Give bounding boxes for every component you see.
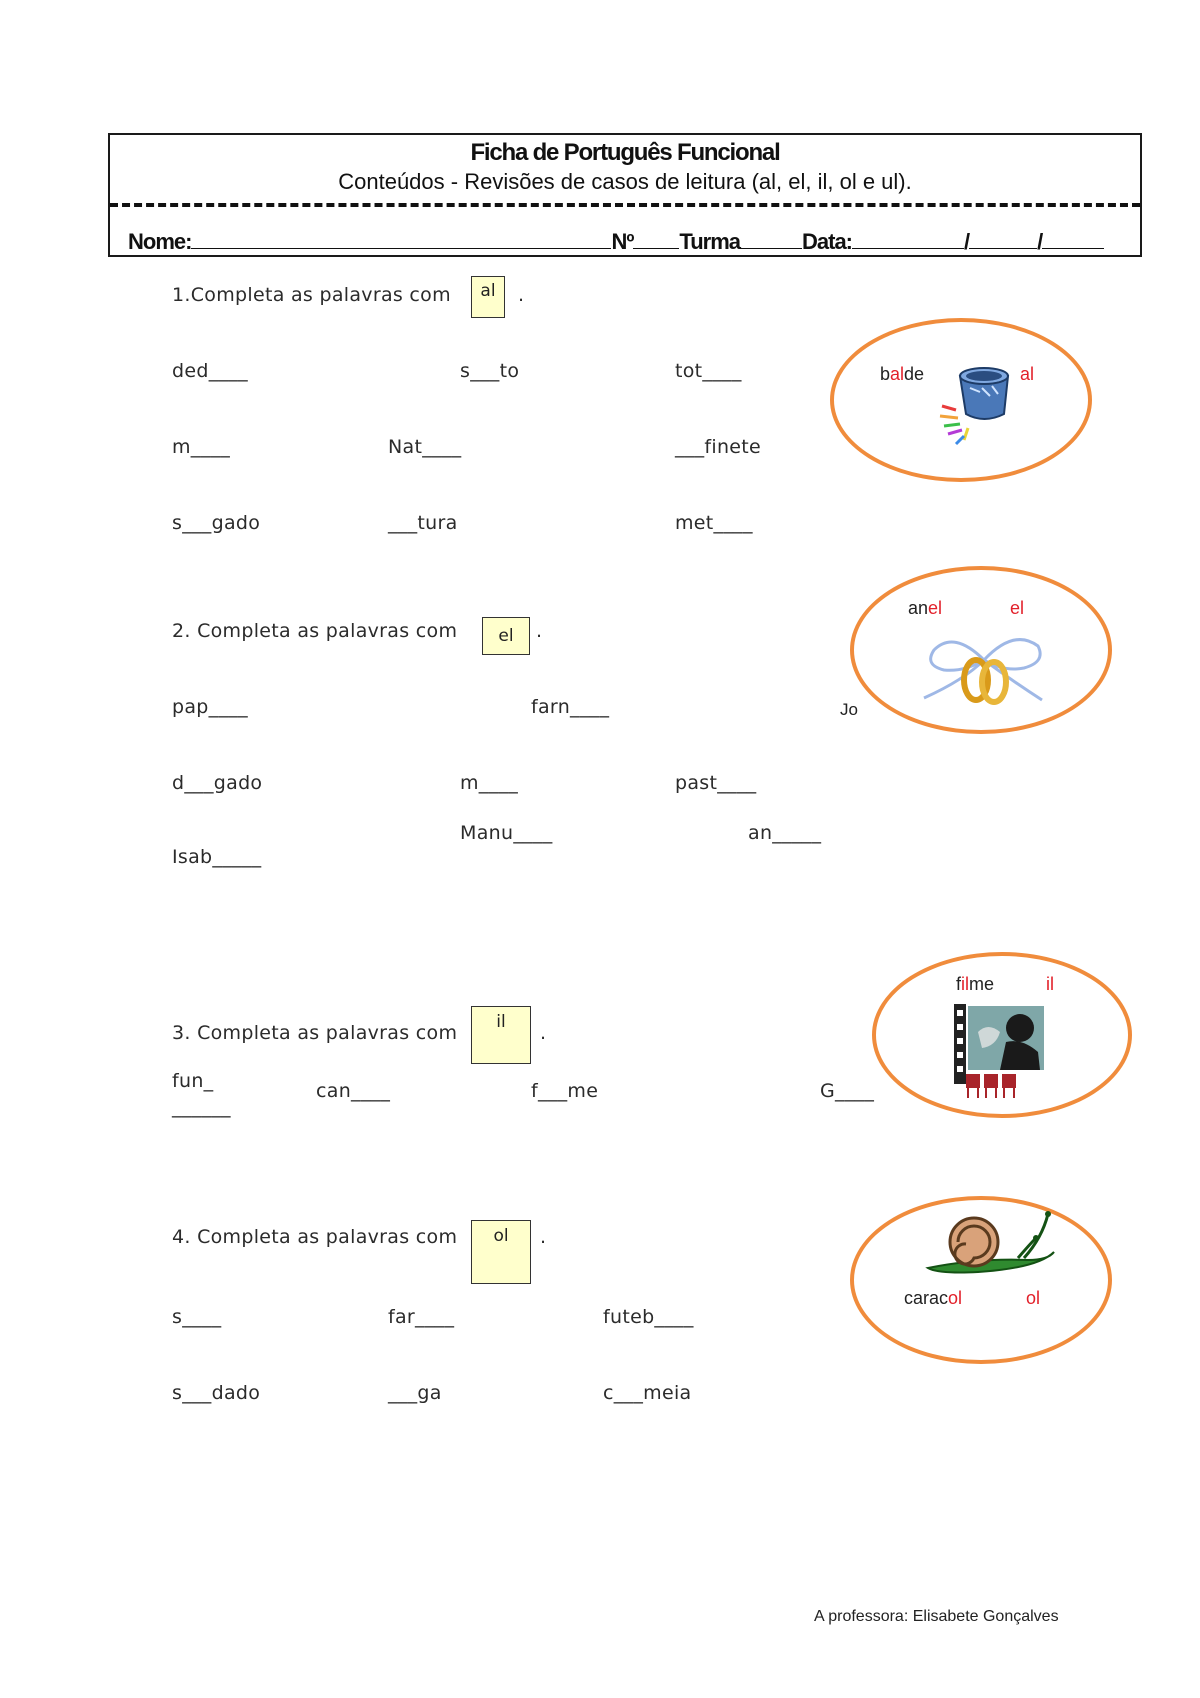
word-blank[interactable]: d___gado <box>172 772 263 794</box>
dashed-divider <box>110 203 1140 207</box>
word-blank[interactable]: Manu____ <box>460 822 553 844</box>
turma-label: Turma <box>679 229 740 254</box>
word-blank[interactable]: Isab_____ <box>172 846 262 868</box>
word-blank[interactable]: Nat____ <box>388 436 462 458</box>
word-blank[interactable]: tot____ <box>675 360 742 382</box>
bucket-icon <box>930 358 1030 458</box>
nome-field[interactable] <box>191 228 611 249</box>
word-blank[interactable]: G____ <box>820 1080 875 1102</box>
picture-word: balde <box>880 364 925 384</box>
word-blank[interactable]: can____ <box>316 1080 391 1102</box>
word-blank[interactable]: met____ <box>675 512 753 534</box>
letter-box-ol: ol <box>471 1220 531 1284</box>
word-blank[interactable]: Jo <box>840 700 858 719</box>
numero-field[interactable] <box>633 228 679 249</box>
word-blank[interactable]: ___tura <box>388 512 458 534</box>
word-blank[interactable]: s___to <box>460 360 520 382</box>
picture-oval-al <box>830 318 1092 482</box>
instruction-4: 4. Completa as palavras com <box>172 1226 458 1248</box>
picture-oval-ol <box>850 1196 1112 1364</box>
instruction-dot: . <box>536 620 543 642</box>
word-blank[interactable]: m____ <box>172 436 231 458</box>
picture-tag: el <box>1010 598 1025 618</box>
instruction-dot: . <box>518 284 525 306</box>
numero-label: Nº <box>611 229 634 254</box>
word-blank[interactable]: ___finete <box>675 436 762 458</box>
picture-tag: al <box>1020 364 1035 384</box>
turma-field[interactable] <box>740 228 802 249</box>
rings-icon <box>914 620 1054 710</box>
picture-tag: ol <box>1026 1288 1041 1308</box>
word-blank[interactable]: s___dado <box>172 1382 261 1404</box>
letter-box-el: el <box>482 617 530 655</box>
picture-oval-il <box>872 952 1132 1118</box>
student-info-row <box>128 228 1104 255</box>
word-blank[interactable]: far____ <box>388 1306 455 1328</box>
instruction-1: 1.Completa as palavras com <box>172 284 451 306</box>
word-blank[interactable]: ______ <box>172 1096 231 1118</box>
nome-label: Nome: <box>128 229 192 254</box>
word-blank[interactable]: ded____ <box>172 360 248 382</box>
data-day-field[interactable] <box>852 228 964 249</box>
picture-oval-el <box>850 566 1112 734</box>
word-blank[interactable]: fun_ <box>172 1070 214 1092</box>
letter-box-al: al <box>471 276 505 318</box>
picture-word: filme <box>956 974 995 994</box>
instruction-2: 2. Completa as palavras com <box>172 620 458 642</box>
picture-word: anel <box>908 598 943 618</box>
date-slash: / <box>1037 229 1043 254</box>
cinema-icon <box>952 1002 1048 1102</box>
word-blank[interactable]: pap____ <box>172 696 248 718</box>
instruction-3: 3. Completa as palavras com <box>172 1022 458 1044</box>
date-slash: / <box>964 229 970 254</box>
word-blank[interactable]: past____ <box>675 772 757 794</box>
instruction-dot: . <box>540 1022 547 1044</box>
word-blank[interactable]: f___me <box>531 1080 599 1102</box>
word-blank[interactable]: futeb____ <box>603 1306 694 1328</box>
data-month-field[interactable] <box>969 228 1037 249</box>
worksheet-subtitle: Conteúdos - Revisões de casos de leitura (al, el, il, ol e ul). <box>338 169 912 194</box>
snail-icon <box>918 1208 1058 1278</box>
worksheet-header <box>108 133 1142 257</box>
word-blank[interactable]: farn____ <box>531 696 610 718</box>
picture-tag: il <box>1046 974 1054 994</box>
letter-box-il: il <box>471 1006 531 1064</box>
word-blank[interactable]: c___meia <box>603 1382 692 1404</box>
word-blank[interactable]: m____ <box>460 772 519 794</box>
word-blank[interactable]: s____ <box>172 1306 222 1328</box>
word-blank[interactable]: s___gado <box>172 512 261 534</box>
word-blank[interactable]: an_____ <box>748 822 822 844</box>
data-year-field[interactable] <box>1042 228 1104 249</box>
word-blank[interactable]: ___ga <box>388 1382 442 1404</box>
worksheet-title: Ficha de Português Funcional <box>470 139 780 166</box>
data-label: Data: <box>802 229 853 254</box>
teacher-signature: A professora: Elisabete Gonçalves <box>814 1608 1059 1625</box>
instruction-dot: . <box>540 1226 547 1248</box>
picture-word: caracol <box>904 1288 963 1308</box>
